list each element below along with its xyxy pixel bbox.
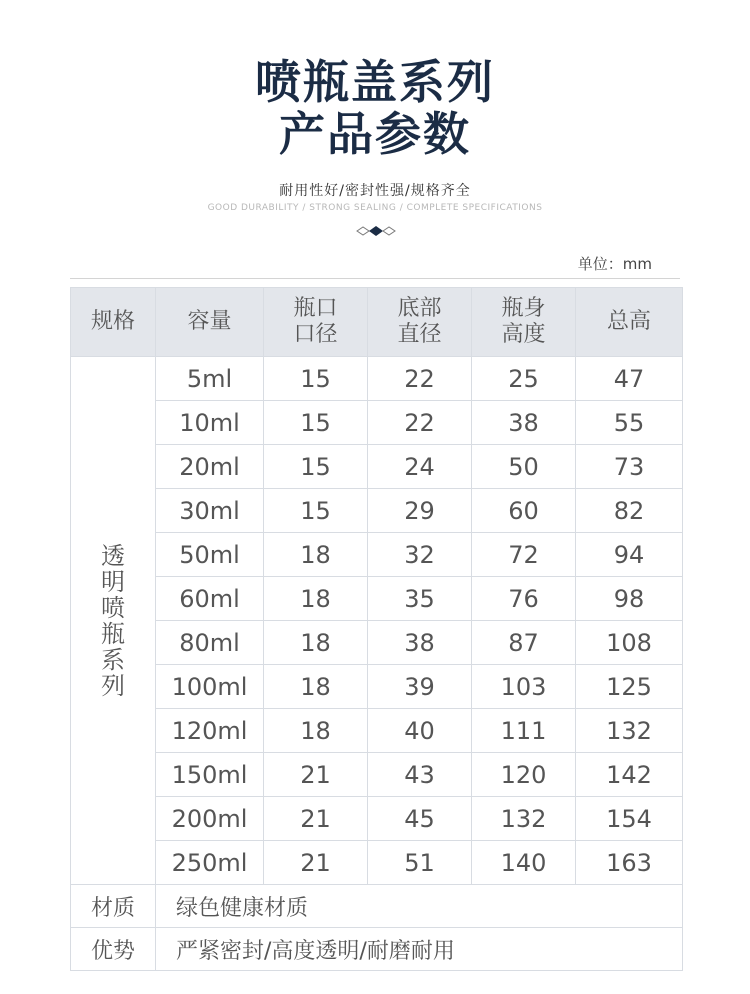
table-cell: 18 xyxy=(264,533,368,577)
table-cell: 10ml xyxy=(156,401,264,445)
table-cell: 15 xyxy=(264,401,368,445)
series-cell xyxy=(71,357,156,885)
column-header xyxy=(71,288,156,357)
table-cell: 60 xyxy=(472,489,576,533)
table-row xyxy=(71,533,683,577)
table-cell: 15 xyxy=(264,489,368,533)
table-cell: 5ml xyxy=(156,357,264,401)
table-cell: 132 xyxy=(472,797,576,841)
table-cell: 154 xyxy=(576,797,683,841)
material-value: 绿色健康材质 xyxy=(156,885,683,928)
table-row xyxy=(71,709,683,753)
table-cell: 100ml xyxy=(156,665,264,709)
table-cell: 45 xyxy=(368,797,472,841)
page-subtitle-title: 产品参数 xyxy=(279,107,471,161)
advantage-value: 严紧密封/高度透明/耐磨耐用 xyxy=(156,928,683,971)
table-cell: 18 xyxy=(264,665,368,709)
table-cell: 20ml xyxy=(156,445,264,489)
column-header xyxy=(264,288,368,357)
table-cell: 30ml xyxy=(156,489,264,533)
table-cell: 39 xyxy=(368,665,472,709)
column-header-line: 规格 xyxy=(90,309,135,334)
table-cell: 24 xyxy=(368,445,472,489)
column-header-line: 瓶身 xyxy=(501,296,546,321)
table-row xyxy=(71,665,683,709)
table-row xyxy=(71,753,683,797)
table-cell: 25 xyxy=(472,357,576,401)
table-row xyxy=(71,797,683,841)
table-cell: 120ml xyxy=(156,709,264,753)
column-header-line: 高度 xyxy=(501,322,546,347)
table-cell: 21 xyxy=(264,841,368,885)
table-row xyxy=(71,445,683,489)
table-row xyxy=(71,357,683,401)
table-cell: 111 xyxy=(472,709,576,753)
series-label: 透明喷瓶系列 xyxy=(101,541,125,700)
table-row xyxy=(71,401,683,445)
table-cell: 21 xyxy=(264,797,368,841)
column-header-line: 底部 xyxy=(397,296,442,321)
table-row xyxy=(71,577,683,621)
column-header-line: 总高 xyxy=(606,309,651,334)
table-cell: 50 xyxy=(472,445,576,489)
table-cell: 72 xyxy=(472,533,576,577)
table-cell: 29 xyxy=(368,489,472,533)
table-row xyxy=(71,841,683,885)
unit-label: 单位：mm xyxy=(577,255,652,273)
table-cell: 38 xyxy=(368,621,472,665)
column-header xyxy=(576,288,683,357)
table-cell: 250ml xyxy=(156,841,264,885)
table-cell: 60ml xyxy=(156,577,264,621)
table-header-row xyxy=(71,288,683,357)
table-cell: 132 xyxy=(576,709,683,753)
table-cell: 125 xyxy=(576,665,683,709)
table-cell: 76 xyxy=(472,577,576,621)
table-cell: 51 xyxy=(368,841,472,885)
table-cell: 15 xyxy=(264,357,368,401)
table-cell: 18 xyxy=(264,709,368,753)
spec-table xyxy=(70,287,683,971)
column-header-line: 容量 xyxy=(187,309,232,334)
table-cell: 50ml xyxy=(156,533,264,577)
table-cell: 18 xyxy=(264,621,368,665)
table-cell: 120 xyxy=(472,753,576,797)
diamond-ornament-icon xyxy=(355,224,397,238)
tagline-english: GOOD DURABILITY / STRONG SEALING / COMPLETE SPECIFICATIONS xyxy=(207,203,543,213)
table-row xyxy=(71,489,683,533)
column-header-line: 口径 xyxy=(293,322,338,347)
material-label: 材质 xyxy=(71,885,156,928)
table-cell: 87 xyxy=(472,621,576,665)
tagline: 耐用性好/密封性强/规格齐全 xyxy=(279,183,471,199)
page-title: 喷瓶盖系列 xyxy=(255,55,495,109)
table-cell: 142 xyxy=(576,753,683,797)
table-cell: 32 xyxy=(368,533,472,577)
table-cell: 35 xyxy=(368,577,472,621)
table-cell: 163 xyxy=(576,841,683,885)
table-cell: 15 xyxy=(264,445,368,489)
column-header-line: 直径 xyxy=(397,322,442,347)
unit-divider xyxy=(70,278,680,279)
table-cell: 98 xyxy=(576,577,683,621)
material-row xyxy=(71,885,683,928)
table-cell: 200ml xyxy=(156,797,264,841)
table-cell: 140 xyxy=(472,841,576,885)
table-cell: 150ml xyxy=(156,753,264,797)
table-cell: 47 xyxy=(576,357,683,401)
table-cell: 55 xyxy=(576,401,683,445)
table-cell: 108 xyxy=(576,621,683,665)
advantage-label: 优势 xyxy=(71,928,156,971)
column-header xyxy=(472,288,576,357)
column-header xyxy=(368,288,472,357)
table-cell: 22 xyxy=(368,401,472,445)
table-cell: 82 xyxy=(576,489,683,533)
table-cell: 38 xyxy=(472,401,576,445)
table-cell: 18 xyxy=(264,577,368,621)
column-header-line: 瓶口 xyxy=(293,296,338,321)
advantage-row xyxy=(71,928,683,971)
table-cell: 21 xyxy=(264,753,368,797)
table-cell: 80ml xyxy=(156,621,264,665)
table-cell: 40 xyxy=(368,709,472,753)
table-row xyxy=(71,621,683,665)
table-cell: 73 xyxy=(576,445,683,489)
table-cell: 103 xyxy=(472,665,576,709)
table-cell: 43 xyxy=(368,753,472,797)
column-header xyxy=(156,288,264,357)
table-cell: 94 xyxy=(576,533,683,577)
table-cell: 22 xyxy=(368,357,472,401)
